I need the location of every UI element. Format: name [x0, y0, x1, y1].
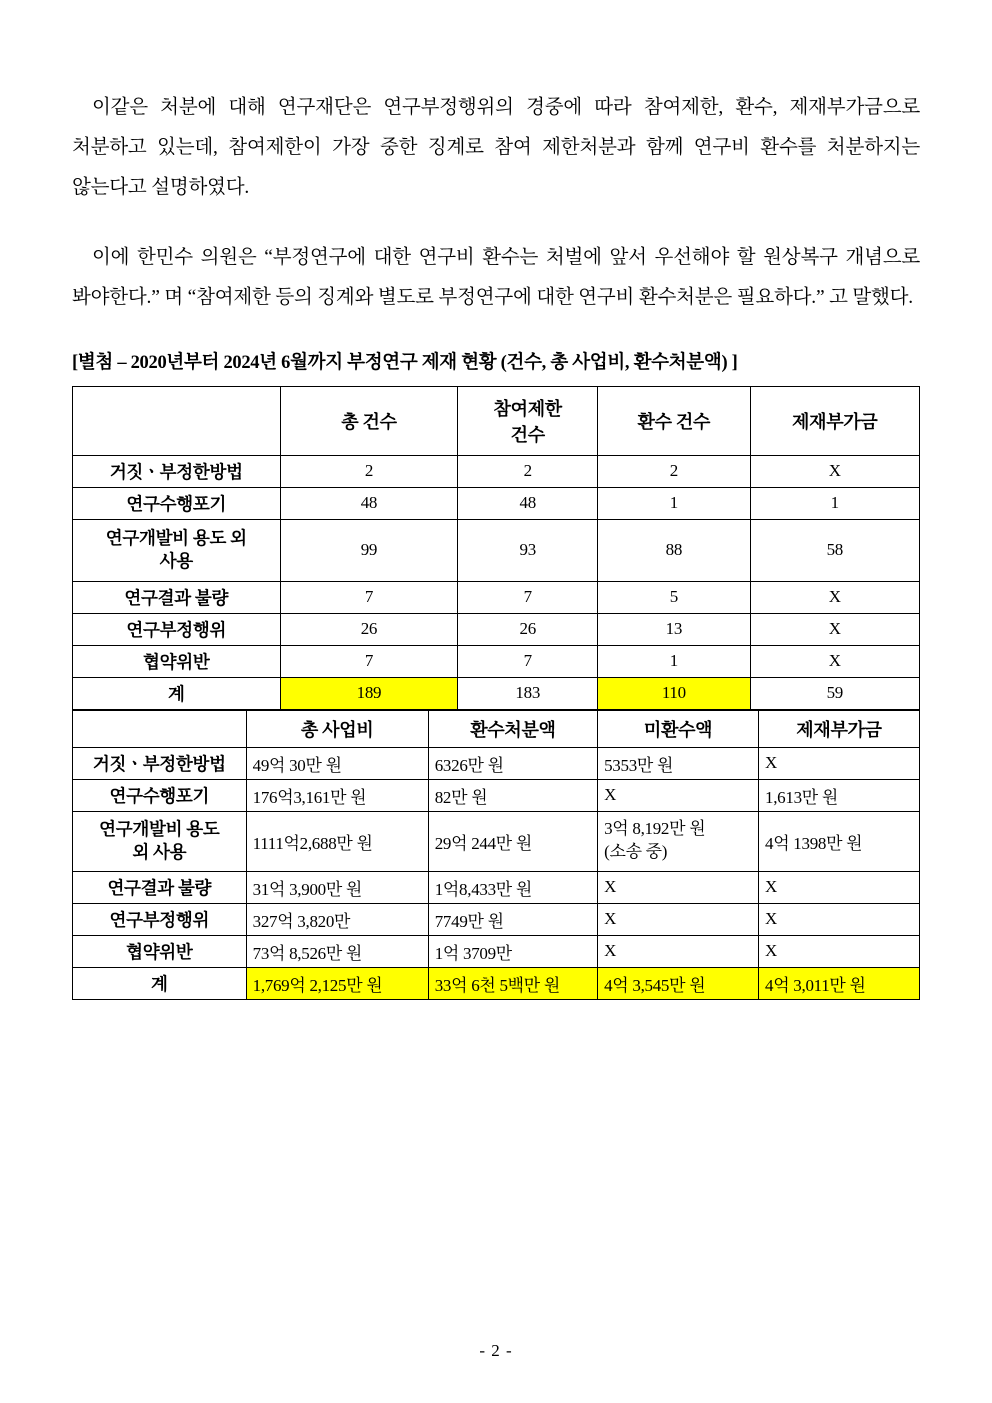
cell-penalty: X — [759, 747, 920, 779]
cell-recovery: 13 — [598, 613, 750, 645]
table-row — [73, 613, 920, 645]
cell-total: 26 — [280, 613, 458, 645]
paragraph-1: 이같은 처분에 대해 연구재단은 연구부정행위의 경중에 따라 참여제한, 환수, 제재부가금으로 처분하고 있는데, 참여제한이 가장 중한 징계로 참여 제한처분과 함께 연구비 환수를 처분하지는 않는다고 설명하였다. — [72, 97, 920, 198]
cell-recovery: 110 — [598, 677, 750, 709]
row-label-total: 계 — [73, 677, 281, 709]
cell-penalty: X — [750, 645, 919, 677]
table-header-row — [73, 386, 920, 455]
cell-penalty: 58 — [750, 519, 919, 581]
table-row — [73, 935, 920, 967]
row-label — [73, 811, 247, 871]
header-cell-unrecovered-amount: 미환수액 — [598, 710, 759, 747]
table-case-counts — [72, 386, 920, 710]
cell-total-budget: 1,769억 2,125만 원 — [246, 967, 428, 999]
table-row — [73, 645, 920, 677]
cell-restriction: 183 — [458, 677, 598, 709]
cell-penalty: X — [759, 935, 920, 967]
cell-recovered: 6326만 원 — [428, 747, 597, 779]
cell-unrecovered: 5353만 원 — [598, 747, 759, 779]
cell-penalty: X — [759, 871, 920, 903]
table-row — [73, 747, 920, 779]
row-label-line1: 연구개발비 용도 — [99, 818, 220, 839]
header-cell-penalty: 제재부가금 — [750, 386, 919, 455]
table-row — [73, 581, 920, 613]
cell-unrecovered: X — [598, 871, 759, 903]
row-label: 연구부정행위 — [73, 613, 281, 645]
table-row — [73, 519, 920, 581]
cell-restriction: 7 — [458, 581, 598, 613]
header-cell-total-budget: 총 사업비 — [246, 710, 428, 747]
header-cell-blank — [73, 386, 281, 455]
cell-total-budget: 327억 3,820만 — [246, 903, 428, 935]
paragraph-2: 이에 한민수 의원은 “부정연구에 대한 연구비 환수는 처벌에 앞서 우선해야 할 원상복구 개념으로 봐야한다.” 며 “참여제한 등의 징계와 별도로 부정연구에 대한 연구비 환수처분은 필요하다.” 고 말했다. — [72, 246, 920, 308]
table-header-row — [73, 710, 920, 747]
header-cell-recovery-count: 환수 건수 — [598, 386, 750, 455]
table-row — [73, 455, 920, 487]
table-total-row — [73, 677, 920, 709]
cell-total: 48 — [280, 487, 458, 519]
cell-unrecovered: 4억 3,545만 원 — [598, 967, 759, 999]
cell-unrecovered — [598, 811, 759, 871]
cell-total-budget: 176억3,161만 원 — [246, 779, 428, 811]
row-label: 연구수행포기 — [73, 487, 281, 519]
cell-penalty: X — [750, 455, 919, 487]
row-label: 연구결과 불량 — [73, 871, 247, 903]
cell-total-budget: 31억 3,900만 원 — [246, 871, 428, 903]
cell-total: 99 — [280, 519, 458, 581]
cell-penalty: 59 — [750, 677, 919, 709]
cell-total: 189 — [280, 677, 458, 709]
row-label: 연구부정행위 — [73, 903, 247, 935]
header-cell-total-count: 총 건수 — [280, 386, 458, 455]
cell-unrecovered-line2: (소송 중) — [604, 842, 668, 862]
cell-unrecovered: X — [598, 779, 759, 811]
cell-penalty: 1 — [750, 487, 919, 519]
cell-recovery: 1 — [598, 645, 750, 677]
cell-restriction: 26 — [458, 613, 598, 645]
cell-penalty: 4억 1398만 원 — [759, 811, 920, 871]
row-label-line2: 외 사용 — [132, 842, 187, 863]
header-cell-restriction-count — [458, 386, 598, 455]
cell-restriction: 48 — [458, 487, 598, 519]
cell-recovered: 29억 244만 원 — [428, 811, 597, 871]
attachment-title: [별첨 – 2020년부터 2024년 6월까지 부정연구 제재 현황 (건수, 총 사업비, 환수처분액) ] — [72, 352, 738, 373]
header-cell-recovered-amount: 환수처분액 — [428, 710, 597, 747]
row-label — [73, 519, 281, 581]
cell-penalty: X — [750, 581, 919, 613]
table-row — [73, 779, 920, 811]
cell-unrecovered: X — [598, 903, 759, 935]
table-amounts — [72, 710, 920, 1000]
row-label: 거짓ㆍ부정한방법 — [73, 455, 281, 487]
header-cell-blank — [73, 710, 247, 747]
cell-penalty: 4억 3,011만 원 — [759, 967, 920, 999]
cell-recovery: 88 — [598, 519, 750, 581]
cell-recovery: 2 — [598, 455, 750, 487]
cell-penalty: X — [759, 903, 920, 935]
cell-recovered: 82만 원 — [428, 779, 597, 811]
cell-recovery: 5 — [598, 581, 750, 613]
cell-penalty: 1,613만 원 — [759, 779, 920, 811]
cell-recovered: 1억 3709만 — [428, 935, 597, 967]
header-restriction-line1: 참여제한 — [493, 398, 562, 419]
cell-recovery: 1 — [598, 487, 750, 519]
cell-unrecovered: X — [598, 935, 759, 967]
table-row — [73, 487, 920, 519]
row-label-total: 계 — [73, 967, 247, 999]
table-row — [73, 903, 920, 935]
table-total-row — [73, 967, 920, 999]
cell-total: 2 — [280, 455, 458, 487]
cell-recovered: 7749만 원 — [428, 903, 597, 935]
cell-recovered: 33억 6천 5백만 원 — [428, 967, 597, 999]
row-label: 협약위반 — [73, 645, 281, 677]
cell-restriction: 2 — [458, 455, 598, 487]
cell-unrecovered-line1: 3억 8,192만 원 — [604, 819, 706, 839]
table-row — [73, 871, 920, 903]
row-label-line2: 사용 — [159, 551, 193, 572]
cell-total-budget: 49억 30만 원 — [246, 747, 428, 779]
header-restriction-line2: 건수 — [510, 424, 545, 445]
row-label-line1: 연구개발비 용도 외 — [105, 527, 247, 548]
row-label: 연구수행포기 — [73, 779, 247, 811]
row-label: 연구결과 불량 — [73, 581, 281, 613]
cell-total-budget: 73억 8,526만 원 — [246, 935, 428, 967]
cell-restriction: 93 — [458, 519, 598, 581]
row-label: 협약위반 — [73, 935, 247, 967]
header-cell-penalty-amount: 제재부가금 — [759, 710, 920, 747]
table-row — [73, 811, 920, 871]
cell-total-budget: 1111억2,688만 원 — [246, 811, 428, 871]
cell-penalty: X — [750, 613, 919, 645]
cell-recovered: 1억8,433만 원 — [428, 871, 597, 903]
cell-total: 7 — [280, 645, 458, 677]
row-label: 거짓ㆍ부정한방법 — [73, 747, 247, 779]
cell-total: 7 — [280, 581, 458, 613]
page-number: - 2 - — [479, 1341, 513, 1360]
cell-restriction: 7 — [458, 645, 598, 677]
